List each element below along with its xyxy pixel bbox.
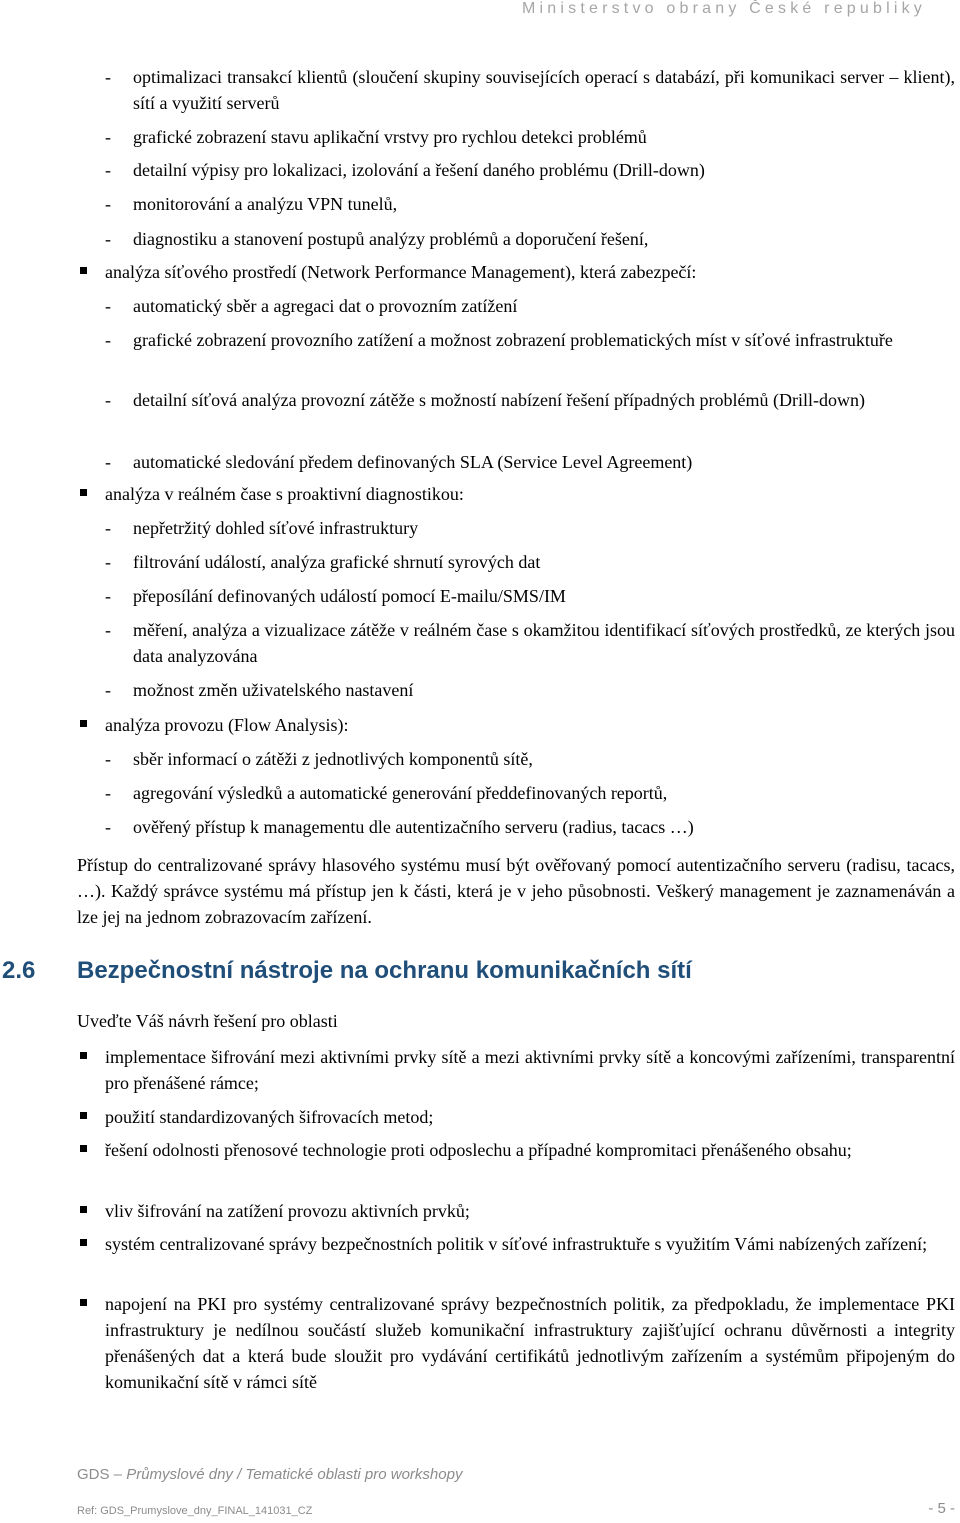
square-bullet-icon	[80, 1206, 87, 1213]
dash-item	[105, 124, 955, 150]
square-bullet-icon	[80, 1112, 87, 1119]
list-item-text: sběr informací o zátěži z jednotlivých komponentů sítě,	[133, 749, 533, 769]
bullet-item	[77, 1231, 955, 1257]
dash-item	[105, 780, 955, 806]
dash-item	[105, 583, 955, 609]
dash-item	[105, 226, 955, 252]
section-number: 2.6	[2, 957, 36, 984]
bullet-item	[77, 1104, 955, 1130]
dash-item	[105, 617, 955, 669]
dash-bullet-icon: -	[105, 783, 111, 803]
page-header: Ministerstvo obrany České republiky	[522, 0, 926, 17]
list-item-text: agregování výsledků a automatické generování předdefinovaných reportů,	[133, 783, 668, 803]
list-item-text: grafické zobrazení stavu aplikační vrstvy pro rychlou detekci problémů	[133, 127, 647, 147]
dash-item	[105, 515, 955, 541]
bullet-item	[77, 1291, 955, 1395]
list-item-text: analýza provozu (Flow Analysis):	[105, 715, 349, 735]
list-item-text: automatický sběr a agregaci dat o provozním zatížení	[133, 296, 518, 316]
dash-item	[105, 64, 955, 116]
dash-bullet-icon: -	[105, 749, 111, 769]
dash-bullet-icon: -	[105, 160, 111, 180]
dash-item	[105, 157, 955, 183]
paragraph-access: Přístup do centralizované správy hlasového systému musí být ověřovaný pomocí autentizačního serveru (radisu, tacacs, …). Každý správce systému má přístup jen k části, která je v jeho působnosti. Veškerý management je zaznamenáván a lze jej na jednom zobrazovacím zařízení.	[77, 855, 955, 927]
list-item-text: automatické sledování předem definovaných SLA (Service Level Agreement)	[133, 452, 693, 472]
footer-dash: –	[109, 1466, 127, 1483]
bullet-item	[77, 1198, 955, 1224]
list-item-text: optimalizaci transakcí klientů (sloučení skupiny souvisejících operací s databází, při komunikaci server – klient), sítí a využití serverů	[133, 67, 955, 113]
list-item-text: implementace šifrování mezi aktivními prvky sítě a mezi aktivními prvky sítě a koncovými zařízeními, transparentní pro přenášené rámce;	[105, 1047, 955, 1093]
list-item-text: ověřený přístup k managementu dle autentizačního serveru (radius, tacacs …)	[133, 817, 694, 837]
list-item-text: monitorování a analýzu VPN tunelů,	[133, 194, 398, 214]
list-item-text: napojení na PKI pro systémy centralizované správy bezpečnostních politik, za předpokladu, že implementace PKI infrastruktury je nedílnou součástí služeb komunikační infrastruktury zajišťující ochranu důvěrnosti a integrity přenášených dat a která bude sloužit pro vydávání certifikátů jednotlivým zařízením a systémům připojeným do komunikační sítě v rámci sítě	[105, 1294, 955, 1392]
list-item-text: analýza síťového prostředí (Network Performance Management), která zabezpečí:	[105, 262, 697, 282]
footer-subtitle: Průmyslové dny / Tematické oblasti pro workshopy	[126, 1466, 463, 1483]
square-bullet-icon	[80, 1145, 87, 1152]
list-item-text: řešení odolnosti přenosové technologie proti odposlechu a případné kompromitaci přenášeného obsahu;	[105, 1140, 852, 1160]
dash-item	[105, 449, 955, 475]
list-item-text: systém centralizované správy bezpečnostních politik v síťové infrastruktuře s využitím Vámi nabízených zařízení;	[105, 1234, 928, 1254]
square-bullet-icon	[80, 1052, 87, 1059]
square-bullet-icon	[80, 267, 87, 274]
list-item-text: použití standardizovaných šifrovacích metod;	[105, 1107, 434, 1127]
dash-bullet-icon: -	[105, 296, 111, 316]
footer-gds: GDS	[77, 1466, 110, 1483]
dash-bullet-icon: -	[105, 680, 111, 700]
bullet-item	[77, 481, 955, 507]
dash-item	[105, 327, 955, 353]
dash-item	[105, 814, 955, 840]
dash-bullet-icon: -	[105, 330, 111, 350]
square-bullet-icon	[80, 489, 87, 496]
square-bullet-icon	[80, 1239, 87, 1246]
list-item-text: nepřetržitý dohled síťové infrastruktury	[133, 518, 419, 538]
square-bullet-icon	[80, 1299, 87, 1306]
square-bullet-icon	[80, 720, 87, 727]
dash-bullet-icon: -	[105, 67, 111, 87]
bullet-item	[77, 1137, 955, 1163]
list-item-text: grafické zobrazení provozního zatížení a možnost zobrazení problematických míst v síťové infrastruktuře	[133, 330, 893, 350]
list-item-text: detailní výpisy pro lokalizaci, izolování a řešení daného problému (Drill-down)	[133, 160, 705, 180]
dash-bullet-icon: -	[105, 552, 111, 572]
list-item-text: filtrování událostí, analýza grafické shrnutí syrových dat	[133, 552, 541, 572]
dash-item	[105, 549, 955, 575]
dash-bullet-icon: -	[105, 817, 111, 837]
dash-bullet-icon: -	[105, 586, 111, 606]
dash-item	[105, 191, 955, 217]
bullet-item	[77, 259, 955, 285]
dash-bullet-icon: -	[105, 194, 111, 214]
dash-bullet-icon: -	[105, 390, 111, 410]
list-item-text: měření, analýza a vizualizace zátěže v reálném čase s okamžitou identifikací síťových prostředků, ze kterých jsou data analyzována	[133, 620, 955, 666]
dash-bullet-icon: -	[105, 127, 111, 147]
footer-title	[77, 1466, 462, 1483]
list-item-text: detailní síťová analýza provozní zátěže s možností nabízení řešení případných problémů (Drill-down)	[133, 390, 865, 410]
section-title: Bezpečnostní nástroje na ochranu komunikačních sítí	[77, 957, 692, 984]
dash-item	[105, 677, 955, 703]
list-item-text: diagnostiku a stanovení postupů analýzy problémů a doporučení řešení,	[133, 229, 649, 249]
list-item-text: přeposílání definovaných událostí pomocí E-mailu/SMS/IM	[133, 586, 566, 606]
footer-ref: Ref: GDS_Prumyslove_dny_FINAL_141031_CZ	[77, 1505, 313, 1517]
list-item-text: možnost změn uživatelského nastavení	[133, 680, 414, 700]
dash-bullet-icon: -	[105, 518, 111, 538]
dash-item	[105, 387, 955, 413]
bullet-item	[77, 712, 955, 738]
dash-item	[105, 293, 955, 319]
list-item-text: analýza v reálném čase s proaktivní diagnostikou:	[105, 484, 464, 504]
dash-bullet-icon: -	[105, 229, 111, 249]
dash-bullet-icon: -	[105, 620, 111, 640]
page-number: - 5 -	[928, 1500, 955, 1517]
list-item-text: vliv šifrování na zatížení provozu aktivních prvků;	[105, 1201, 470, 1221]
bullet-item	[77, 1044, 955, 1096]
dash-bullet-icon: -	[105, 452, 111, 472]
dash-item	[105, 746, 955, 772]
section-intro: Uveďte Váš návrh řešení pro oblasti	[77, 1011, 338, 1031]
